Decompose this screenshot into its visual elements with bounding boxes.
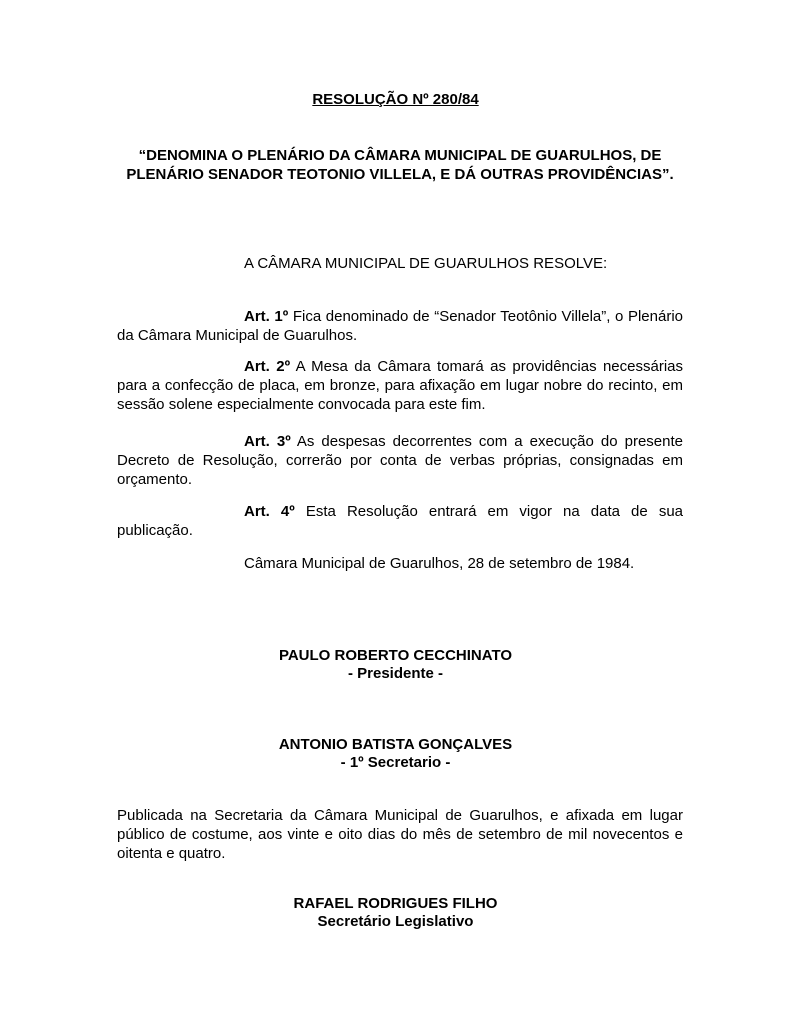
signature-legislative-secretary-name: RAFAEL RODRIGUES FILHO — [293, 895, 498, 912]
article-3-text: As despesas decorrentes com a execução do presente Decreto de Resolução, correrão por conta de verbas próprias, consignadas em orçamento. — [117, 433, 683, 488]
signature-president-role: - Presidente - — [347, 665, 444, 682]
article-1-text: Fica denominado de “Senador Teotônio Villela”, o Plenário da Câmara Municipal de Guarulhos. — [117, 308, 683, 344]
signature-president-name: PAULO ROBERTO CECCHINATO — [278, 647, 513, 664]
article-3-label: Art. 3º — [244, 433, 291, 450]
signature-secretary-role: - 1º Secretario - — [340, 754, 451, 771]
article-1-label: Art. 1º — [244, 308, 289, 325]
article-1 — [117, 307, 683, 345]
article-4 — [117, 502, 683, 540]
article-2-text: A Mesa da Câmara tomará as providências necessárias para a confecção de placa, em bronze, para afixação em lugar nobre do recinto, em sessão solene especialmente convocada para este fim. — [117, 358, 683, 413]
resolution-title-text: RESOLUÇÃO Nº 280/84 — [312, 91, 479, 108]
resolution-ementa: “DENOMINA O PLENÁRIO DA CÂMARA MUNICIPAL DE GUARULHOS, DE PLENÁRIO SENADOR TEOTONIO VILLELA, E DÁ OUTRAS PROVIDÊNCIAS”. — [126, 147, 674, 183]
article-3 — [117, 432, 683, 489]
publication-note: Publicada na Secretaria da Câmara Municipal de Guarulhos, e afixada em lugar público de costume, aos vinte e oito dias do mês de setembro de mil novecentos e oitenta e quatro. — [117, 807, 683, 862]
signature-secretary-name: ANTONIO BATISTA GONÇALVES — [278, 736, 513, 753]
signature-legislative-secretary-role: Secretário Legislativo — [317, 913, 474, 930]
article-2-label: Art. 2º — [244, 358, 291, 375]
resolution-title — [0, 90, 791, 109]
article-2 — [117, 357, 683, 414]
article-4-text: Esta Resolução entrará em vigor na data de sua publicação. — [117, 503, 684, 539]
article-4-label: Art. 4º — [244, 503, 295, 520]
preamble: A CÂMARA MUNICIPAL DE GUARULHOS RESOLVE: — [244, 255, 608, 272]
date-line: Câmara Municipal de Guarulhos, 28 de setembro de 1984. — [244, 555, 635, 572]
